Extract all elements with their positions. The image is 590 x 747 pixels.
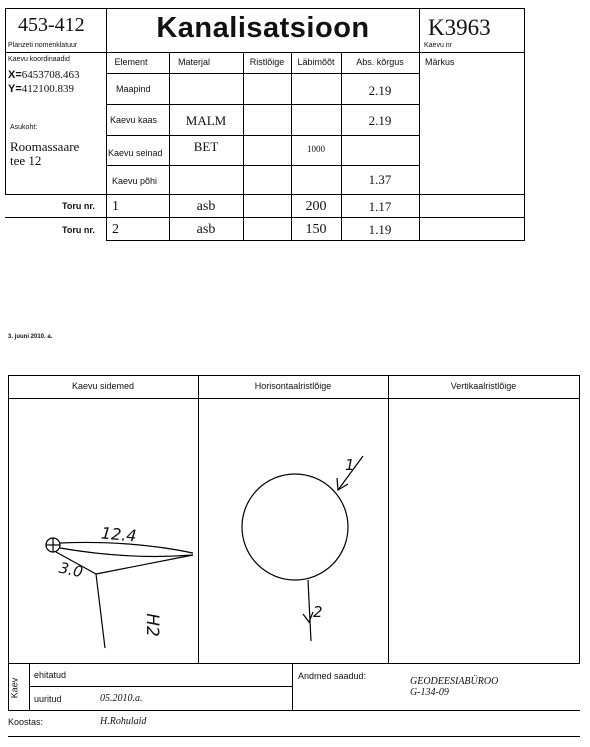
pipe-height: 1.17 (368, 199, 392, 214)
built-label: ehitatud (34, 670, 67, 680)
col-notes: Märkus (425, 57, 455, 67)
pipe-height: 1.19 (368, 222, 392, 237)
pipe-label: Toru nr. (62, 225, 95, 235)
col-cross-section: Ristlõige (249, 57, 285, 67)
pipe-1-label: 1 (345, 456, 355, 474)
pipe-2-arrow (303, 612, 313, 622)
well-circle (242, 474, 348, 580)
row-element: Kaevu seinad (108, 148, 163, 158)
pipe-no: 1 (112, 199, 119, 214)
x-value: 6453708.463 (21, 69, 80, 81)
col-material: Materjal (177, 57, 210, 67)
surveyed-value: 05.2010.a. (100, 693, 143, 704)
data-from-line1: GEODEESIABÜROO (410, 676, 499, 687)
row-element: Maapind (116, 84, 151, 94)
well-no-label: Kaevu nr (424, 42, 453, 49)
connections-sketch (46, 538, 193, 648)
pipe-2-label: 2 (313, 603, 323, 621)
row-element: Kaevu kaas (110, 115, 158, 125)
location-line1: Roomassaare (10, 139, 80, 154)
author-value: H.Rohulaid (100, 716, 147, 727)
location-line2: tee 12 (10, 153, 42, 168)
pipe-material: asb (196, 222, 216, 237)
row-material: MALM (185, 113, 227, 128)
row-height: 2.19 (368, 113, 392, 128)
col-element: Element (114, 57, 148, 67)
surveyed-label: uuritud (34, 694, 62, 704)
row-material: BET (193, 139, 219, 154)
pipe-diameter: 200 (305, 199, 327, 214)
pipe-label: Toru nr. (62, 201, 95, 211)
row-diameter: 1000 (307, 144, 325, 154)
data-from-label: Andmed saadud: (298, 671, 367, 681)
nomenclature-value: 453-412 (18, 14, 85, 36)
author-label: Koostas: (8, 717, 44, 727)
pipe-diameter: 150 (305, 222, 327, 237)
row-height: 1.37 (368, 172, 392, 187)
y-value: 412100.839 (21, 83, 75, 95)
row-height: 2.19 (368, 83, 392, 98)
panel-title-connections: Kaevu sidemed (71, 381, 135, 391)
coords-label: Kaevu koordinaadid (8, 56, 70, 63)
well-no-value: K3963 (428, 15, 491, 40)
horizontal-section-sketch (242, 456, 363, 641)
x-label: X= (8, 69, 22, 81)
pipe-2-line (308, 580, 311, 641)
col-abs-height: Abs. kõrgus (356, 57, 404, 67)
date-note: 3. juuni 2010. a. (8, 334, 53, 340)
house-number-label: H2 (141, 613, 162, 637)
y-label: Y= (8, 83, 22, 95)
col-diameter: Läbimõõt (297, 57, 335, 67)
pipe-no: 2 (112, 222, 119, 237)
row-element: Kaevu põhi (112, 176, 158, 186)
dim-label-12-4: 12.4 (100, 523, 138, 546)
page-title: Kanalisatsioon (156, 12, 370, 44)
kaev-label: Kaev (9, 677, 20, 699)
data-from-line2: G-134-09 (410, 687, 449, 698)
dim-label-3-0: 3.0 (57, 558, 85, 582)
pipe-material: asb (196, 199, 216, 214)
panel-title-horizontal: Horisontaalristlõige (254, 381, 332, 391)
panel-title-vertical: Vertikaalristlõige (450, 381, 517, 391)
location-label: Asukoht: (10, 124, 38, 131)
nomenclature-label: Planzeti nomenklatuur (8, 42, 78, 49)
